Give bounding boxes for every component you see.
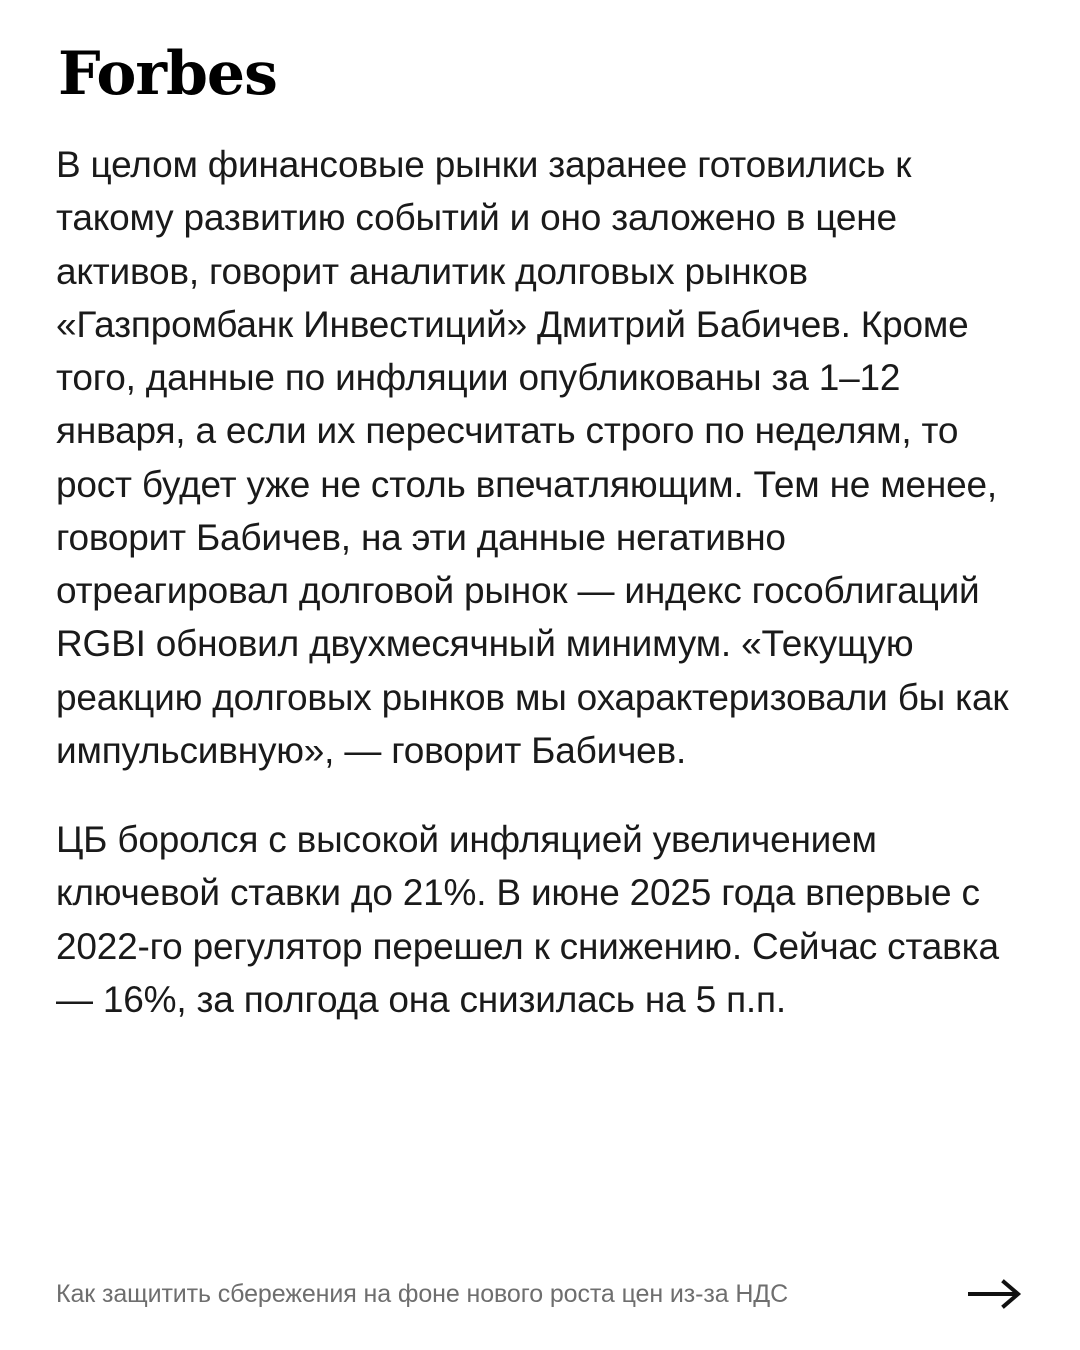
forbes-logo: Forbes: [58, 39, 277, 109]
arrow-right-icon[interactable]: [966, 1279, 1024, 1309]
footer-link-label: Как защитить сбережения на фоне нового роста цен из-за НДС: [56, 1279, 789, 1308]
article-paragraph: В целом финансовые рынки заранее готовились к такому развитию событий и оно заложено в цене активов, говорит аналитик долговых рынков «Газпромбанк Инвестиций» Дмитрий Бабичев. Кроме того, данные по инфляции опубликованы за 1–12 января, а если их пересчитать строго по неделям, то рост будет уже не столь впечатляющим. Тем не менее, говорит Бабичев, на эти данные негативно отреагировал долговой рынок — индекс гособлигаций RGBI обновил двухмесячный минимум. «Текущую реакцию долговых рынков мы охарактеризовали бы как импульсивную», — говорит Бабичев.: [56, 144, 1009, 771]
article-body: [56, 138, 1024, 1350]
article-paragraph: ЦБ боролся с высокой инфляцией увеличением ключевой ставки до 21%. В июне 2025 года впервые с 2022-го регулятор перешел к снижению. Сейчас ставка — 16%, за полгода она снизилась на 5 п.п.: [56, 819, 999, 1020]
footer-link[interactable]: [56, 1278, 1024, 1311]
